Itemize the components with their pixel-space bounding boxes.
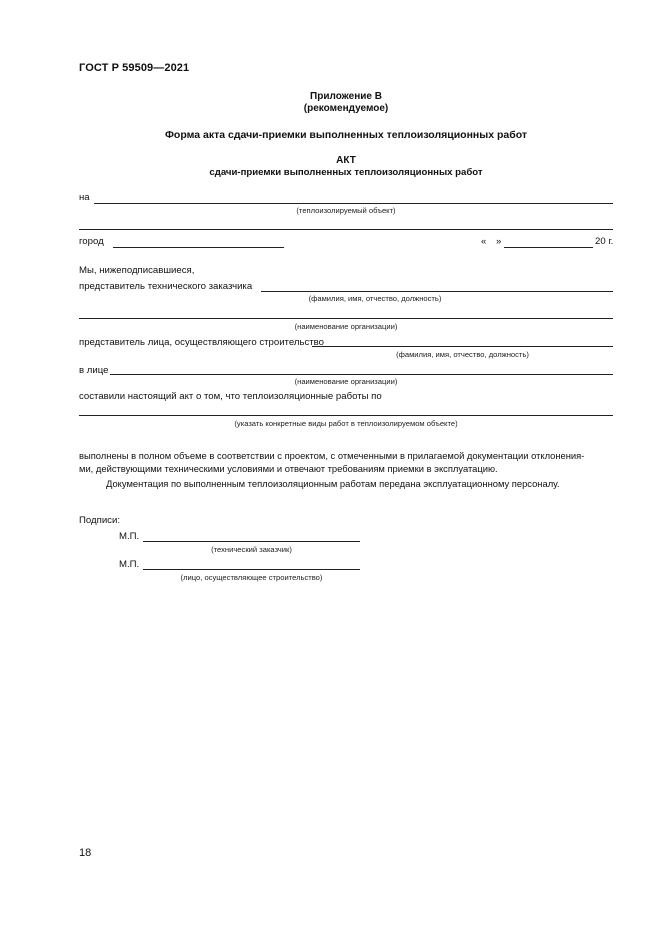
signature-caption-customer: (технический заказчик) bbox=[211, 545, 292, 554]
form-title: Форма акта сдачи-приемки выполненных теплоизоляционных работ bbox=[164, 129, 528, 141]
paragraph-1-line-1: выполнены в полном объеме в соответствии с проектом, с отмеченными в прилагаемой документации отклонения- bbox=[79, 450, 585, 461]
customer-rep-line[interactable] bbox=[261, 291, 613, 292]
signature-caption-builder: (лицо, осуществляющее строительство) bbox=[180, 573, 323, 582]
document-header: ГОСТ Р 59509—2021 bbox=[79, 62, 190, 74]
signature-line-customer[interactable] bbox=[143, 541, 360, 542]
signature-line-builder[interactable] bbox=[143, 569, 360, 570]
builder-rep-label: представитель лица, осуществляющего строительство bbox=[79, 337, 324, 348]
signatures-label: Подписи: bbox=[79, 515, 120, 526]
mp-1: М.П. bbox=[119, 531, 140, 542]
intro-text: Мы, нижеподписавшиеся, bbox=[79, 265, 195, 276]
appendix-title: Приложение В bbox=[310, 91, 382, 102]
year-suffix: 20 г. bbox=[595, 236, 614, 247]
act-title: АКТ bbox=[336, 155, 356, 166]
builder-org-caption: (наименование организации) bbox=[294, 377, 398, 386]
city-label: город bbox=[79, 236, 104, 247]
object-line[interactable] bbox=[94, 203, 613, 204]
builder-org-label: в лице bbox=[79, 365, 109, 376]
paragraph-1-line-2: ми, действующими техническими условиями и отвечают требованиям приемки в эксплуатацию. bbox=[79, 463, 498, 474]
object-line-2[interactable] bbox=[79, 229, 613, 230]
act-subtitle: сдачи-приемки выполненных теплоизоляционных работ bbox=[209, 167, 483, 178]
city-line[interactable] bbox=[113, 247, 284, 248]
works-label: составили настоящий акт о том, что теплоизоляционные работы по bbox=[79, 391, 382, 402]
customer-rep-caption: (фамилия, имя, отчество, должность) bbox=[308, 294, 442, 303]
na-label: на bbox=[79, 192, 90, 203]
works-caption: (указать конкретные виды работ в теплоизолируемом объекте) bbox=[234, 419, 458, 428]
customer-org-line[interactable] bbox=[79, 318, 613, 319]
object-caption: (теплоизолируемый объект) bbox=[296, 206, 396, 215]
works-line[interactable] bbox=[79, 415, 613, 416]
customer-org-caption: (наименование организации) bbox=[294, 322, 398, 331]
appendix-status: (рекомендуемое) bbox=[303, 103, 389, 114]
date-quote-open: « bbox=[481, 236, 487, 247]
customer-rep-label: представитель технического заказчика bbox=[79, 281, 253, 292]
builder-rep-caption: (фамилия, имя, отчество, должность) bbox=[396, 350, 529, 359]
builder-org-line[interactable] bbox=[110, 374, 613, 375]
paragraph-2: Документация по выполненным теплоизоляционным работам передана эксплуатационному персоналу. bbox=[106, 478, 560, 489]
page-number: 18 bbox=[79, 847, 92, 859]
date-quote-close: » bbox=[496, 236, 502, 247]
mp-2: М.П. bbox=[119, 559, 140, 570]
builder-rep-line[interactable] bbox=[312, 346, 613, 347]
month-line[interactable] bbox=[504, 247, 593, 248]
